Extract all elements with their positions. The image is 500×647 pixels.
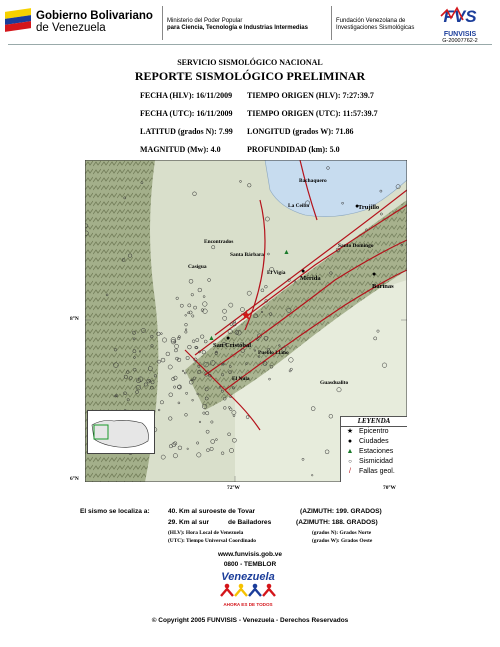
venezuela-brand-logo: Venezuela AHORA ES DE TODOS: [206, 571, 290, 607]
lon-tick-70w: 70°W: [383, 485, 396, 491]
city-dot-icon: ●: [226, 335, 231, 342]
date-utc: FECHA (UTC): 16/11/2009: [140, 109, 233, 118]
note-grados-w: (grados W): Grados Oeste: [312, 538, 373, 544]
station-triangle-icon: ▲: [346, 448, 354, 455]
location-line2-azimuth: (AZIMUTH: 188. GRADOS): [296, 519, 378, 526]
star-icon: ★: [346, 428, 354, 435]
place-merida: Mérida: [300, 275, 321, 282]
date-hlv: FECHA (HLV): 16/11/2009: [140, 91, 233, 100]
place-guasdualito: Guasdualito: [320, 380, 349, 386]
city-dot-icon: ●: [372, 271, 377, 278]
time-utc: TIEMPO ORIGEN (UTC): 11:57:39.7: [247, 109, 378, 118]
place-san-cristobal: San Cristóbal: [213, 342, 252, 349]
copyright: © Copyright 2005 FUNVISIS - Venezuela - Derechos Reservados: [151, 617, 349, 624]
note-hlv: (HLV): Hora Local de Venezuela: [168, 530, 244, 536]
place-trujillo: Trujillo: [358, 204, 380, 211]
seismicity-circle-icon: ○: [348, 459, 352, 465]
foundation-name: Fundación Venezolana de Investigaciones Sismológicas: [336, 18, 415, 31]
note-utc: (UTC): Tiempo Universal Coordinado: [168, 538, 257, 544]
service-name: SERVICIO SISMOLÓGICO NACIONAL: [177, 58, 323, 67]
location-line1-azimuth: (AZIMUTH: 199. GRADOS): [300, 508, 382, 515]
header-divider: [162, 6, 163, 40]
station-triangle-icon: ▲: [283, 249, 290, 256]
header-rule: [8, 44, 492, 45]
phone-number: 0800 - TEMBLOR: [223, 561, 277, 568]
lat-tick-6n: 6°N: [70, 476, 79, 482]
website-link[interactable]: www.funvisis.gob.ve: [217, 551, 283, 558]
fault-line-icon: /: [349, 468, 351, 475]
location-intro: El sismo se localiza a:: [80, 508, 150, 515]
funvisis-logo-icon: [437, 6, 483, 26]
legend-cities: ● Ciudades: [341, 437, 407, 447]
svg-text:FVS: FVS: [443, 7, 477, 26]
lon-tick-72w: 72°W: [227, 485, 240, 491]
place-santo-domingo: Santo Domingo: [338, 243, 374, 249]
venezuela-flag-icon: [5, 8, 31, 32]
location-line2-distance: 29. Km al sur: [168, 519, 210, 526]
latitude: LATITUD (grados N): 7.99: [140, 127, 233, 136]
location-line2-place: de Bailadores: [228, 519, 272, 526]
people-figures-icon: [218, 583, 278, 597]
place-santa-barbara: Santa Bárbara: [230, 252, 264, 258]
place-bachaquero: Bachaquero: [299, 178, 327, 184]
legend-seismicity: ○ Sismicidad: [341, 457, 407, 467]
place-pueblo-llano: Pueblo Llano: [258, 350, 289, 356]
map-legend: LEYENDA ★ Epicentro ● Ciudades ▲ Estaciones ○ Sismicidad / Fallas geol.: [340, 416, 407, 482]
funvisis-logo: FVS FUNVISIS G-20007762-2: [432, 6, 488, 45]
lat-tick-8n: 8°N: [70, 316, 79, 322]
header-divider-2: [331, 6, 332, 40]
place-el-nula: El Nula: [232, 376, 250, 382]
place-el-vigia: El Vigía: [267, 270, 286, 276]
station-triangle-icon: ▲: [208, 335, 215, 342]
report-title: REPORTE SISMOLÓGICO PRELIMINAR: [134, 69, 366, 83]
inset-map: [87, 410, 155, 454]
legend-stations: ▲ Estaciones: [346, 448, 394, 455]
place-casigua: Casigua: [188, 264, 207, 270]
legend-epicenter: ★ Epicentro: [346, 428, 389, 435]
legend-faults: / Fallas geol.: [341, 467, 407, 477]
depth: PROFUNDIDAD (km): 5.0: [247, 145, 340, 154]
longitude: LONGITUD (grados W): 71.86: [247, 127, 354, 136]
place-la-ceiba: La Ceiba: [288, 203, 310, 209]
city-dot-icon: ●: [355, 203, 360, 210]
city-dot-icon: ●: [301, 268, 306, 275]
venezuela-inset-icon: [88, 411, 154, 453]
magnitude: MAGNITUD (Mw): 4.0: [140, 145, 221, 154]
note-grados-n: (grados N): Grados Norte: [312, 530, 372, 536]
time-hlv: TIEMPO ORIGEN (HLV): 7:27:39.7: [247, 91, 374, 100]
ministry-name: Ministerio del Poder Popular para Ciencia, Tecnología e Industrias Intermedias: [167, 18, 308, 31]
location-line1-distance: 40. Km al suroeste de Tovar: [168, 508, 256, 515]
epicenter-star-icon: ★: [240, 307, 253, 323]
place-barinas: Barinas: [372, 283, 394, 290]
city-dot-icon: ●: [347, 438, 353, 445]
place-encontrados: Encontrados: [204, 239, 234, 245]
government-name: Gobierno Bolivariano de Venezuela: [36, 10, 153, 34]
